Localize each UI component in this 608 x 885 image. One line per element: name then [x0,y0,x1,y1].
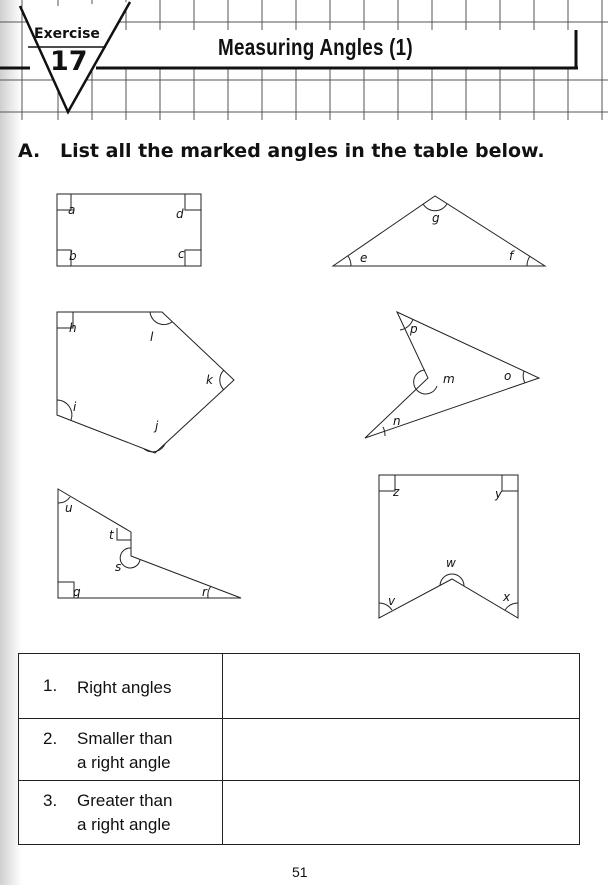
answer-table [18,653,580,845]
row-label-text: a right angle [77,815,171,834]
angle-label-m: m [443,372,455,386]
angle-label-d: d [176,207,184,221]
angle-label-a: a [68,203,76,217]
row-number: 3. [43,791,58,810]
table-row [19,718,579,780]
angle-label-f: f [509,249,514,263]
row-label-text: Right angles [77,678,172,697]
row-label-text: Greater than [77,791,173,810]
table-row [19,780,579,844]
angle-label-w: w [446,556,456,570]
row-label-cell [19,719,223,780]
angle-label-i: i [73,400,77,414]
row-number: 1. [43,676,58,695]
answer-cell-greater[interactable] [224,781,579,844]
answer-cell-smaller[interactable] [224,719,579,780]
exercise-label: Exercise [34,26,100,42]
page-number: 51 [292,864,308,880]
row-label-cell [19,654,223,718]
section-letter: A. [18,140,41,162]
angle-label-z: z [393,485,400,499]
angle-label-s: s [115,560,122,574]
exercise-number: 17 [50,46,88,77]
angle-label-x: x [503,590,511,604]
angle-label-e: e [360,251,368,265]
page-title: Measuring Angles (1) [218,34,413,60]
angle-label-q: q [73,585,81,599]
angle-label-u: u [65,501,73,515]
angle-label-n: n [393,414,401,428]
angle-label-y: y [495,487,503,501]
angle-label-h: h [69,321,77,335]
shape-notched [58,489,241,598]
angle-label-l: l [150,330,154,344]
table-row [19,654,579,718]
angle-label-r: r [202,585,207,599]
angle-label-p: p [410,322,418,336]
angle-label-t: t [109,528,114,542]
angle-label-c: c [178,247,185,261]
instruction-text: List all the marked angles in the table below. [60,140,545,162]
angle-label-k: k [206,373,213,387]
angle-label-o: o [504,369,512,383]
row-label-text: Smaller than [77,729,173,748]
angle-label-j: j [155,419,159,433]
angle-label-g: g [432,211,440,225]
angle-label-b: b [69,249,77,263]
row-number: 2. [43,729,58,748]
row-label-cell [19,781,223,844]
angle-label-v: v [388,594,396,608]
row-label-text: a right angle [77,753,171,772]
answer-cell-right-angles[interactable] [224,654,579,718]
